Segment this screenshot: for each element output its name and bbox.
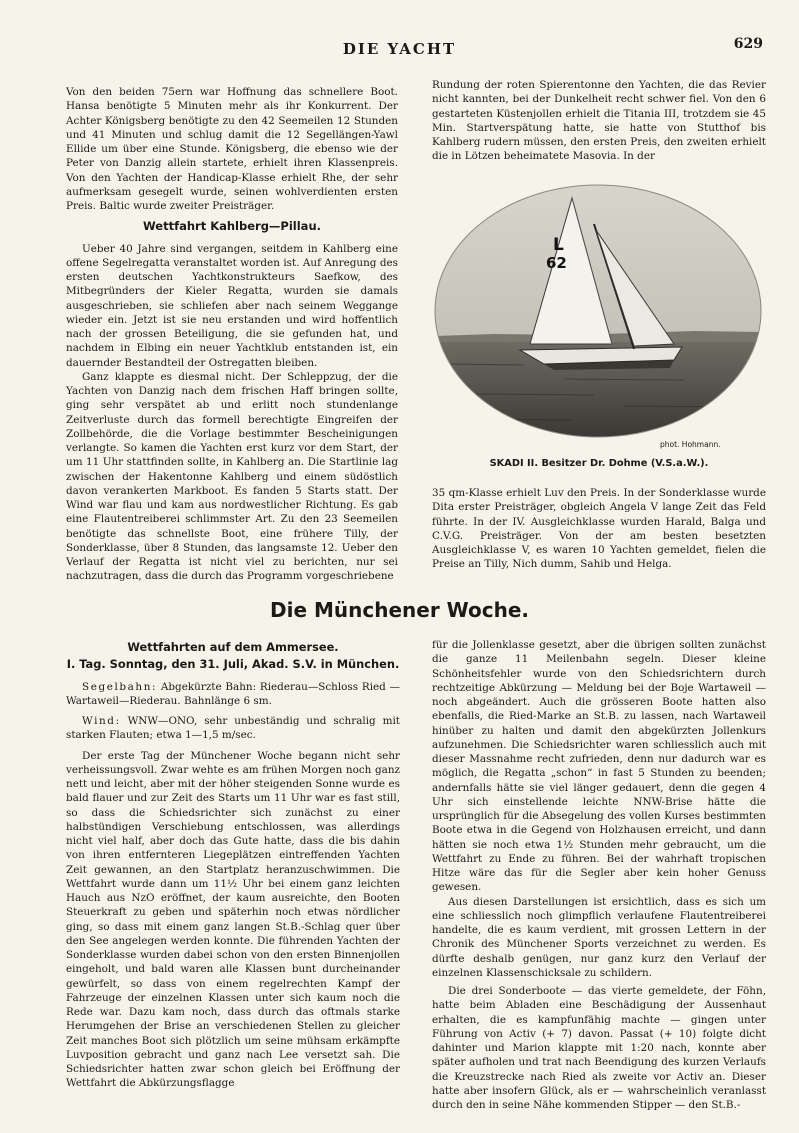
sail-letter: L bbox=[553, 235, 564, 255]
wind-info bbox=[66, 714, 400, 743]
yacht-photo bbox=[434, 184, 762, 438]
course-text: Abgekürzte Bahn: Riederau—Schloss Ried —Wartaweil—Riederau. Bahnlänge 6 sm. bbox=[66, 680, 400, 707]
paragraph: Aus diesen Darstellungen ist ersichtlich, dass es sich um eine schliesslich noch glimpflich verlaufene Flautentreiberei handelte, die es kaum verdient, mit grossen Lettern in der Chronik des Münchener Sports verzeichnet zu werden. Es dürfte deshalb genügen, nur ganz kurz den Verlauf der einzelnen Klassenschicksale zu schildern. bbox=[432, 895, 766, 979]
wind-text: WNW—ONO, sehr unbeständig und schralig mit starken Flauten; etwa 1—1,5 m/sec. bbox=[66, 715, 400, 742]
running-head: DIE YACHT bbox=[342, 40, 457, 58]
column-lower-right bbox=[432, 638, 766, 1112]
day-heading: I. Tag. Sonntag, den 31. Juli, Akad. S.V. in München. bbox=[66, 657, 400, 672]
wind-label: Wind: bbox=[82, 715, 121, 727]
sail-number: 62 bbox=[546, 254, 567, 272]
paragraph: 35 qm-Klasse erhielt Luv den Preis. In der Sonderklasse wurde Dita erster Preisträger, obgleich Angela V lange Zeit das Feld führte. In der IV. Ausgleichklasse wurden Harald, Balga und C.V.G. Preisträger. Von der am besten besetzten Ausgleichklasse V, es waren 10 Yachten gemeldet, fielen die Preise an Tilly, Nich dumm, Sahib und Helga. bbox=[432, 487, 766, 571]
section-title: Die Münchener Woche. bbox=[270, 598, 529, 622]
paragraph: für die Jollenklasse gesetzt, aber die übrigen sollten zunächst die ganze 11 Meilenbahn segeln. Dieser kleine Schönheitsfehler wurde von den Schiedsrichtern durch rechtzeitige Abkürzung — Meldung bei der Boje Wartaweil — noch abgeändert. Auch die grösseren Boote hatten also ebenfalls, die Ried-Marke an St.B. zu lassen, nach Wartaweil hinüber zu halten und damit den abgekürzten Jollenkurs aufzunehmen. Die Schiedsrichter waren schliesslich auch mit dieser Massnahme recht zufrieden, denn nur dadurch war es möglich, die Regatta „schon“ in fast 5 Stunden zu beenden; andernfalls hätte sie viel länger gedauert, denn die gegen 4 Uhr sich einstellende leichte NNW-Brise hätte die ursprünglich für die Absegelung des vollen Kurses bestimmten Boote etwa in die Gegend von Holzhausen erreicht, und dann hätten sie noch etwa 1½ Stunden mehr gebraucht, um die Wettfahrt zu Ende zu führen. Bei der wahrhaft tropischen Hitze wäre das für die Segler aber kein hoher Genuss gewesen. bbox=[432, 639, 766, 894]
photo-skadi bbox=[434, 184, 762, 438]
article-heading-ammersee: Wettfahrten auf dem Ammersee. bbox=[127, 640, 339, 654]
column-upper-right-bottom bbox=[432, 486, 766, 572]
article-heading-kahlberg-pillau: Wettfahrt Kahlberg—Pillau. bbox=[143, 219, 321, 234]
paragraph: Ueber 40 Jahre sind vergangen, seitdem in Kahlberg eine offene Segelregatta veranstaltet worden ist. Auf Anregung des ersten deutschen Yachtkonstrukteurs Saefkow, des Mitbegründers der Kieler Regatta, wurden sie damals ausgeschrieben, sie schliefen aber nach seinem Weggange wieder ein. Jetzt ist sie neu erstanden und wird hoffentlich nach der grossen Beteiligung, die sie gefunden hat, und nachdem in Elbing ein neuer Yachtklub entstanden ist, ein dauernder Bestandteil der Ostregatten bleiben. bbox=[66, 242, 398, 369]
paragraph: Der erste Tag der Münchener Woche begann nicht sehr verheissungsvoll. Zwar wehte es am frühen Morgen noch ganz nett und leicht, aber mit der höher steigenden Sonne wurde es bald flauer und zur Zeit des Starts um 11 Uhr war es fast still, so dass die Schiedsrichter sich zunächst zu einer halbstündigen Verschiebung entschlossen, was allerdings nicht viel half, aber doch das Gute hatte, dass die bis dahin von ihren entfernteren Liegeplätzen eintreffenden Yachten Zeit gewannen, an den Startplatz heranzuschwimmen. Die Wettfahrt wurde dann um 11½ Uhr bei einem ganz leichten Hauch aus NzO eröffnet, der kaum ausreichte, den Booten Steuerkraft zu geben und späterhin noch etwas nördlicher ging, so dass mit einem ganz langen St.B.-Schlag quer über den See angelegen werden konnte. Die führenden Yachten der Sonderklasse wurden dabei schon von den ersten Binnenjollen eingeholt, und bald waren alle Klassen bunt durcheinander gewürfelt, so dass von einem regelrechten Kampf der Fahrzeuge der einzelnen Klassen unter sich kaum noch die Rede war. Dazu kam noch, dass durch das oftmals starke Herumgehen der Brise an verschiedenen Stellen zu gleicher Zeit manches Boot sich plötzlich um seine mühsam erkämpfte Luvposition gebracht und ganz nach Lee versetzt sah. Die Schiedsrichter hatten zwar schon gleich bei Eröffnung der Wettfahrt die Abkürzungsflagge bbox=[66, 749, 400, 1090]
course-info bbox=[66, 680, 400, 709]
column-upper-left bbox=[66, 85, 398, 584]
column-lower-left bbox=[66, 638, 400, 1091]
photo-credit: phot. Hohmann. bbox=[660, 440, 721, 449]
paragraph: Rundung der roten Spierentonne den Yachten, die das Revier nicht kannten, bei der Dunkelheit recht schwer fiel. Von den 6 gestarteten Küstenjollen erhielt die Titania III, trotzdem sie 45 Min. Startverspätung hatte, sie hatte von Stutthof bis Kahlberg rudern müssen, den ersten Preis, den zweiten erhielt die in Lötzen beheimatete Masovia. In der bbox=[432, 79, 766, 163]
paragraph: Von den beiden 75ern war Hoffnung das schnellere Boot. Hansa benötigte 5 Minuten mehr als ihr Konkurrent. Der Achter Königsberg benötigte zu den 42 Seemeilen 12 Stunden und 41 Minuten und schlug damit die 12 Segellängen-Yawl Ellide um über eine Stunde. Königsberg, die ebenso wie der Peter von Danzig allein startete, erhielt ihren Klassenpreis. Von den Yachten der Handicap-Klasse erhielt Rhe, der sehr aufmerksam gesegelt wurde, seinen wohlverdienten ersten Preis. Baltic wurde zweiter Preisträger. bbox=[66, 86, 398, 212]
column-upper-right-top bbox=[432, 78, 766, 164]
paragraph: Die drei Sonderboote — das vierte gemeldete, der Föhn, hatte beim Abladen eine Beschädigung der Aussenhaut erhalten, die es kampfunfähig machte — gingen unter Führung von Activ (+ 7) davon. Passat (+ 10) folgte dicht dahinter und Marion klappte mit 1:20 nach, konnte aber später aufholen und trat nach Beendigung des kurzen Verlaufs die Kreuzstrecke nach Ried als zweite vor Activ an. Dieser hatte aber insofern Glück, als er — wahrscheinlich veranlasst durch den in seine Nähe kommenden Stipper — den St.B.- bbox=[432, 985, 766, 1111]
course-label: Segelbahn: bbox=[82, 680, 158, 693]
page-number: 629 bbox=[733, 36, 763, 52]
photo-caption: SKADI II. Besitzer Dr. Dohme (V.S.a.W.). bbox=[489, 458, 709, 469]
paragraph: Ganz klappte es diesmal nicht. Der Schleppzug, der die Yachten von Danzig nach dem frischen Haff bringen sollte, ging sehr verspätet ab und erlitt noch stundenlange Zeitverluste durch das formell berechtigte Eingreifen der Zollbehörde, die die Vorlage bestimmter Bescheinigungen verlangte. So kamen die Yachten erst kurz vor dem Start, der um 11 Uhr stattfinden sollte, in Kahlberg an. Die Startlinie lag zwischen der Hakentonne Kahlberg und einem südöstlich davon verankerten Markboot. Es fanden 5 Starts statt. Der Wind war flau und kam aus nordwestlicher Richtung. Es gab eine Flautentreiberei schlimmster Art. Zu den 23 Seemeilen benötigte das schnellste Boot, eine frühere Tilly, der Sonderklasse, über 8 Stunden, das langsamste 12. Ueber den Verlauf der Regatta ist nicht viel zu berichten, nur sei nachzutragen, dass die durch das Programm vorgeschriebene bbox=[66, 370, 398, 583]
